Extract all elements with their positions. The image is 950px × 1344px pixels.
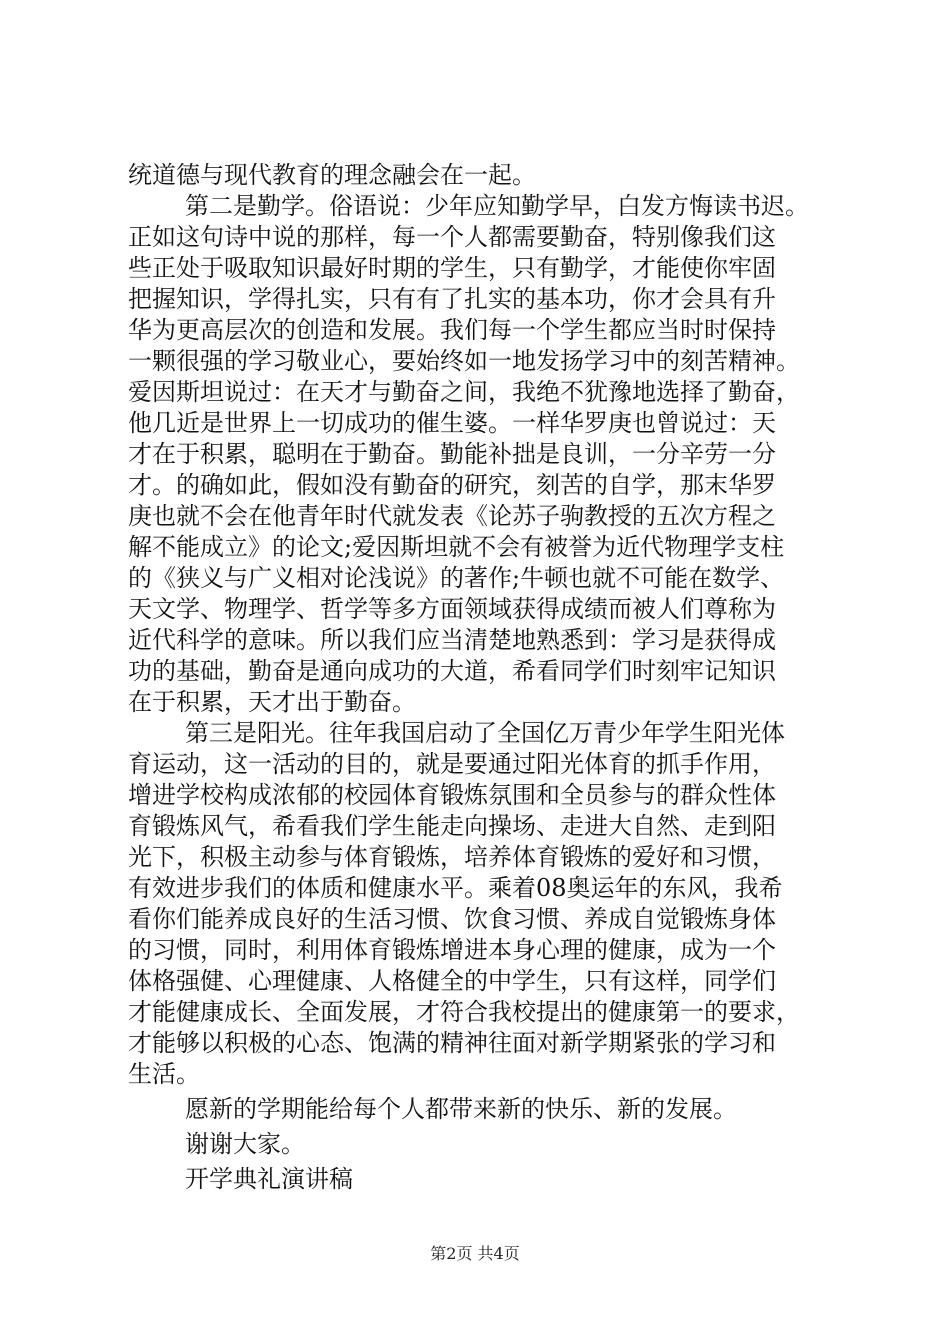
text-line: 的习惯，同时，利用体育锻炼增进本身心理的健康，成为一个 [128, 936, 776, 964]
text-line: 解不能成立》的论文;爱因斯坦就不会有被誉为近代物理学支柱 [128, 533, 785, 561]
text-line: 才能够以积极的心态、饱满的精神往面对新学期紧张的学习和 [128, 1029, 776, 1057]
text-line: 有效进步我们的体质和健康水平。乘着08奥运年的东风，我希 [128, 874, 783, 902]
text-line: 谢谢大家。 [185, 1130, 305, 1158]
text-line: 庚也就不会在他青年时代就发表《论苏子驹教授的五次方程之 [128, 502, 776, 530]
text-line: 天文学、物理学、哲学等多方面领域获得成绩而被人们尊称为 [128, 595, 776, 623]
text-line: 第三是阳光。往年我国启动了全国亿万青少年学生阳光体 [185, 719, 785, 747]
text-line: 生活。 [128, 1060, 200, 1088]
text-line: 把握知识，学得扎实，只有有了扎实的基本功，你才会具有升 [128, 285, 776, 313]
text-line: 育锻炼风气，希看我们学生能走向操场、走进大自然、走到阳 [128, 812, 776, 840]
text-line: 看你们能养成良好的生活习惯、饮食习惯、养成自觉锻炼身体 [128, 905, 776, 933]
text-line: 功的基础，勤奋是通向成功的大道，希看同学们时刻牢记知识 [128, 657, 776, 685]
text-line: 他几近是世界上一切成功的催生婆。一样华罗庚也曾说过：天 [128, 409, 776, 437]
text-line: 在于积累，天才出于勤奋。 [128, 688, 416, 716]
text-line: 愿新的学期能给每个人都带来新的快乐、新的发展。 [185, 1095, 737, 1123]
text-line: 开学典礼演讲稿 [185, 1165, 353, 1193]
text-line: 才能健康成长、全面发展，才符合我校提出的健康第一的要求， [128, 998, 800, 1026]
page-footer: 第2页 共4页 [430, 1244, 520, 1263]
text-line: 才在于积累，聪明在于勤奋。勤能补拙是良训，一分辛劳一分 [128, 440, 776, 468]
text-line: 的《狭义与广义相对论浅说》的著作;牛顿也就不可能在数学、 [128, 564, 785, 592]
text-line: 统道德与现代教育的理念融会在一起。 [128, 161, 536, 189]
text-line: 光下，积极主动参与体育锻炼，培养体育锻炼的爱好和习惯， [128, 843, 776, 871]
text-line: 才。的确如此，假如没有勤奋的研究，刻苦的自学，那末华罗 [128, 471, 776, 499]
text-line: 正如这句诗中说的那样，每一个人都需要勤奋，特别像我们这 [128, 223, 776, 251]
text-line: 一颗很强的学习敬业心，要始终如一地发扬学习中的刻苦精神。 [128, 347, 800, 375]
text-line: 华为更高层次的创造和发展。我们每一个学生都应当时时保持 [128, 316, 776, 344]
text-line: 体格强健、心理健康、人格健全的中学生，只有这样，同学们 [128, 967, 776, 995]
text-line: 增进学校构成浓郁的校园体育锻炼氛围和全员参与的群众性体 [128, 781, 776, 809]
text-line: 爱因斯坦说过：在天才与勤奋之间，我绝不犹豫地选择了勤奋， [128, 378, 800, 406]
text-line: 些正处于吸取知识最好时期的学生，只有勤学，才能使你牢固 [128, 254, 776, 282]
text-line: 近代科学的意味。所以我们应当清楚地熟悉到：学习是获得成 [128, 626, 776, 654]
text-line: 第二是勤学。俗语说：少年应知勤学早，白发方悔读书迟。 [185, 192, 809, 220]
text-line: 育运动，这一活动的目的，就是要通过阳光体育的抓手作用， [128, 750, 776, 778]
